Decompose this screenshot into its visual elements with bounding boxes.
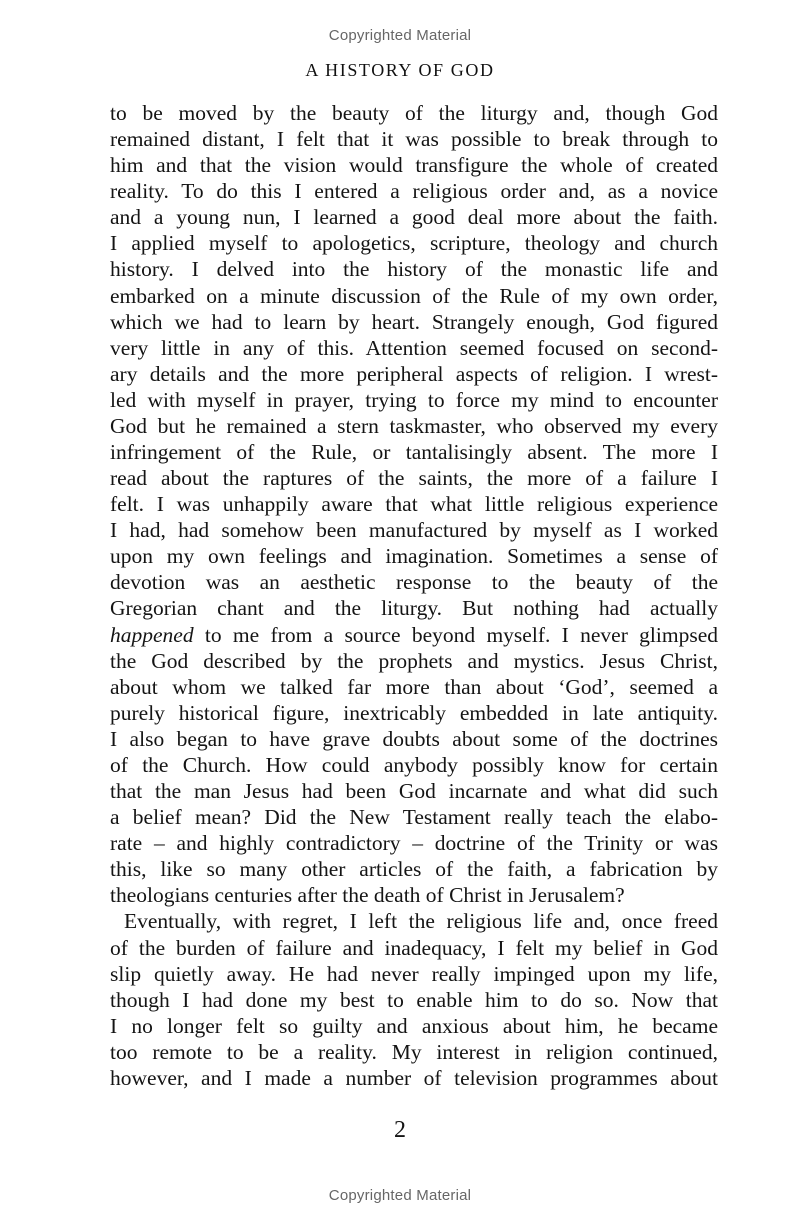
text-line: and a young nun, I learned a good deal more about the faith. (110, 205, 718, 230)
text-line: that the man Jesus had been God incarnate and what did such (110, 779, 718, 804)
text-line: ary details and the more peripheral aspects of religion. I wrest- (110, 361, 718, 386)
text-line: rate – and highly contradictory – doctrine of the Trinity or was (110, 831, 718, 856)
text-line: I no longer felt so guilty and anxious about him, he became (110, 1013, 718, 1038)
body-text (110, 100, 718, 1091)
paragraph-1 (110, 100, 718, 908)
page-number: 2 (394, 1117, 406, 1143)
text-line: a belief mean? Did the New Testament really teach the elabo- (110, 805, 718, 830)
text-line: I had, had somehow been manufactured by myself as I worked (110, 518, 718, 543)
text-line: history. I delved into the history of the monastic life and (110, 257, 718, 282)
text-line: reality. To do this I entered a religious order and, as a novice (110, 179, 718, 204)
text-line: this, like so many other articles of the faith, a fabrication by (110, 857, 718, 882)
text-line: about whom we talked far more than about ‘God’, seemed a (110, 674, 718, 699)
text-line: read about the raptures of the saints, the more of a failure I (110, 466, 718, 491)
text-line: embarked on a minute discussion of the Rule of my own order, (110, 283, 718, 308)
text-line: theologians centuries after the death of Christ in Jerusalem? (110, 883, 625, 908)
text-line: him and that the vision would transfigure the whole of created (110, 153, 718, 178)
text-line: the God described by the prophets and mystics. Jesus Christ, (110, 648, 718, 673)
text-line: remained distant, I felt that it was possible to break through to (110, 127, 718, 152)
emphasized-word: happened (110, 622, 194, 647)
copyright-watermark-top: Copyrighted Material (328, 27, 472, 44)
text-line: slip quietly away. He had never really impinged upon my life, (110, 961, 718, 986)
text-line: upon my own feelings and imagination. Sometimes a sense of (110, 544, 718, 569)
text-line: devotion was an aesthetic response to the beauty of the (110, 570, 718, 595)
text-line: of the burden of failure and inadequacy, I felt my belief in God (110, 935, 718, 960)
running-head: A HISTORY OF GOD (305, 60, 495, 80)
text-line: however, and I made a number of television programmes about (110, 1065, 718, 1090)
copyright-watermark-bottom: Copyrighted Material (328, 1187, 472, 1204)
text-line: though I had done my best to enable him to do so. Now that (110, 987, 718, 1012)
text-line-rest: to me from a source beyond myself. I never glimpsed (193, 622, 718, 647)
paragraph-2 (110, 908, 718, 1091)
text-line: infringement of the Rule, or tantalisingly absent. The more I (110, 440, 718, 465)
text-line: God but he remained a stern taskmaster, who observed my every (110, 413, 718, 438)
text-line: to be moved by the beauty of the liturgy and, though God (110, 101, 718, 125)
text-line: too remote to be a reality. My interest in religion continued, (110, 1039, 718, 1064)
text-line: Eventually, with regret, I left the religious life and, once freed (124, 909, 718, 934)
text-line: I also began to have grave doubts about some of the doctrines (110, 726, 718, 751)
text-line: led with myself in prayer, trying to force my mind to encounter (110, 387, 718, 412)
text-line: which we had to learn by heart. Strangely enough, God figured (110, 309, 718, 334)
text-line: felt. I was unhappily aware that what little religious experience (110, 492, 718, 517)
text-line: I applied myself to apologetics, scripture, theology and church (110, 231, 718, 256)
text-line: very little in any of this. Attention seemed focused on second- (110, 335, 718, 360)
text-line: purely historical figure, inextricably embedded in late antiquity. (110, 700, 718, 725)
text-line: Gregorian chant and the liturgy. But nothing had actually (110, 596, 718, 621)
text-line: of the Church. How could anybody possibly know for certain (110, 752, 718, 777)
text-line-emphasis (110, 622, 718, 648)
